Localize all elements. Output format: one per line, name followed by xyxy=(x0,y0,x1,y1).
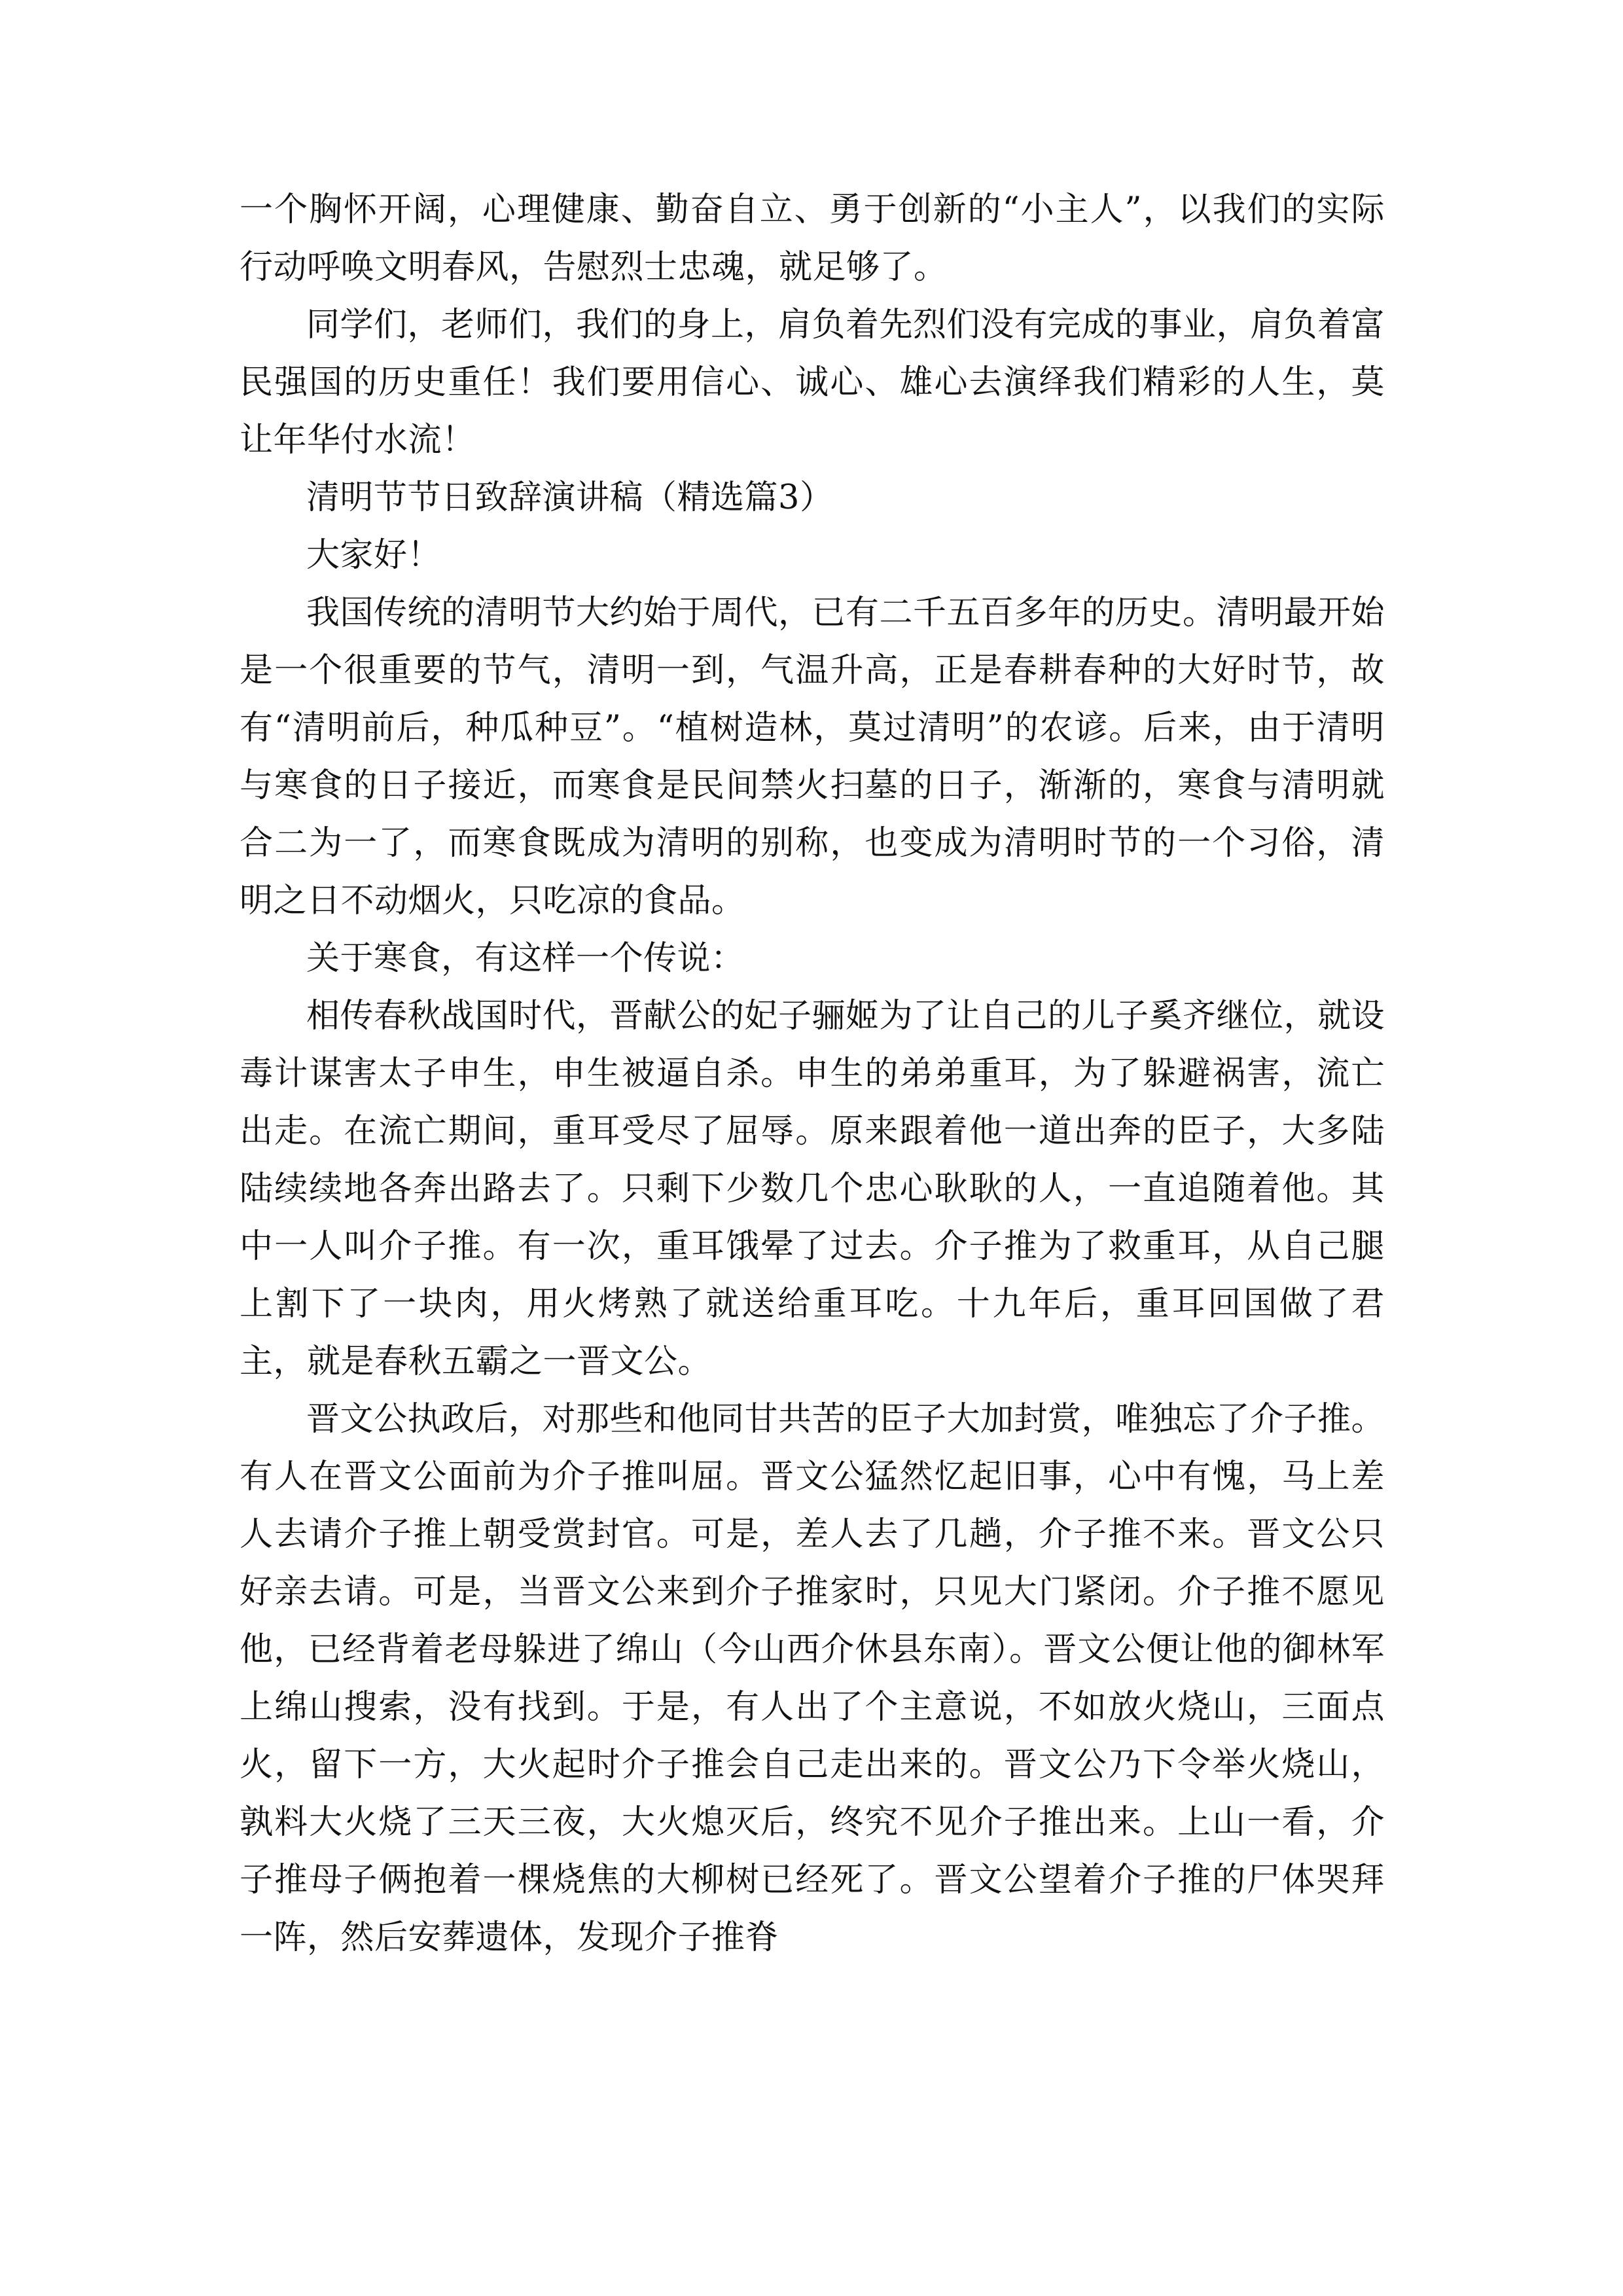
section-heading: 清明节节日致辞演讲稿（精选篇3） xyxy=(306,478,834,517)
document-body xyxy=(240,181,1385,1967)
greeting: 大家好！ xyxy=(306,536,442,575)
paragraph-legend-intro: 关于寒食，有这样一个传说： xyxy=(306,939,745,978)
paragraph-1: 一个胸怀开阔，心理健康、勤奋自立、勇于创新的“小主人”，以我们的实际行动呼唤文明春风，告慰烈士忠魂，就足够了。 xyxy=(240,190,1385,287)
paragraph-2: 同学们，老师们，我们的身上，肩负着先烈们没有完成的事业，肩负着富民强国的历史重任！我们要用信心、诚心、雄心去演绎我们精彩的人生，莫让年华付水流！ xyxy=(240,306,1385,459)
paragraph-legend: 相传春秋战国时代，晋献公的妃子骊姬为了让自己的儿子奚齐继位，就设毒计谋害太子申生，申生被逼自杀。申生的弟弟重耳，为了躲避祸害，流亡出走。在流亡期间，重耳受尽了屈辱。原来跟着他一道出奔的臣子，大多陆陆续续地各奔出路去了。只剩下少数几个忠心耿耿的人，一直追随着他。其中一人叫介子推。有一次，重耳饿晕了过去。介子推为了救重耳，从自己腿上割下了一块肉，用火烤熟了就送给重耳吃。十九年后，重耳回国做了君主，就是春秋五霸之一晋文公。 xyxy=(240,997,1385,1381)
paragraph-jin-wen-gong: 晋文公执政后，对那些和他同甘共苦的臣子大加封赏，唯独忘了介子推。有人在晋文公面前为介子推叫屈。晋文公猛然忆起旧事，心中有愧，马上差人去请介子推上朝受赏封官。可是，差人去了几趟，介子推不来。晋文公只好亲去请。可是，当晋文公来到介子推家时，只见大门紧闭。介子推不愿见他，已经背着老母躲进了绵山（今山西介休县东南）。晋文公便让他的御林军上绵山搜索，没有找到。于是，有人出了个主意说，不如放火烧山，三面点火，留下一方，大火起时介子推会自己走出来的。晋文公乃下令举火烧山，孰料大火烧了三天三夜，大火熄灭后，终究不见介子推出来。上山一看，介子推母子俩抱着一棵烧焦的大柳树已经死了。晋文公望着介子推的尸体哭拜一阵，然后安葬遗体，发现介子推脊 xyxy=(240,1400,1385,1957)
paragraph-history: 我国传统的清明节大约始于周代，已有二千五百多年的历史。清明最开始是一个很重要的节气，清明一到，气温升高，正是春耕春种的大好时节，故有“清明前后，种瓜种豆”。“植树造林，莫过清明”的农谚。后来，由于清明与寒食的日子接近，而寒食是民间禁火扫墓的日子，渐渐的，寒食与清明就合二为一了，而寒食既成为清明的别称，也变成为清明时节的一个习俗，清明之日不动烟火，只吃凉的食品。 xyxy=(240,594,1385,920)
